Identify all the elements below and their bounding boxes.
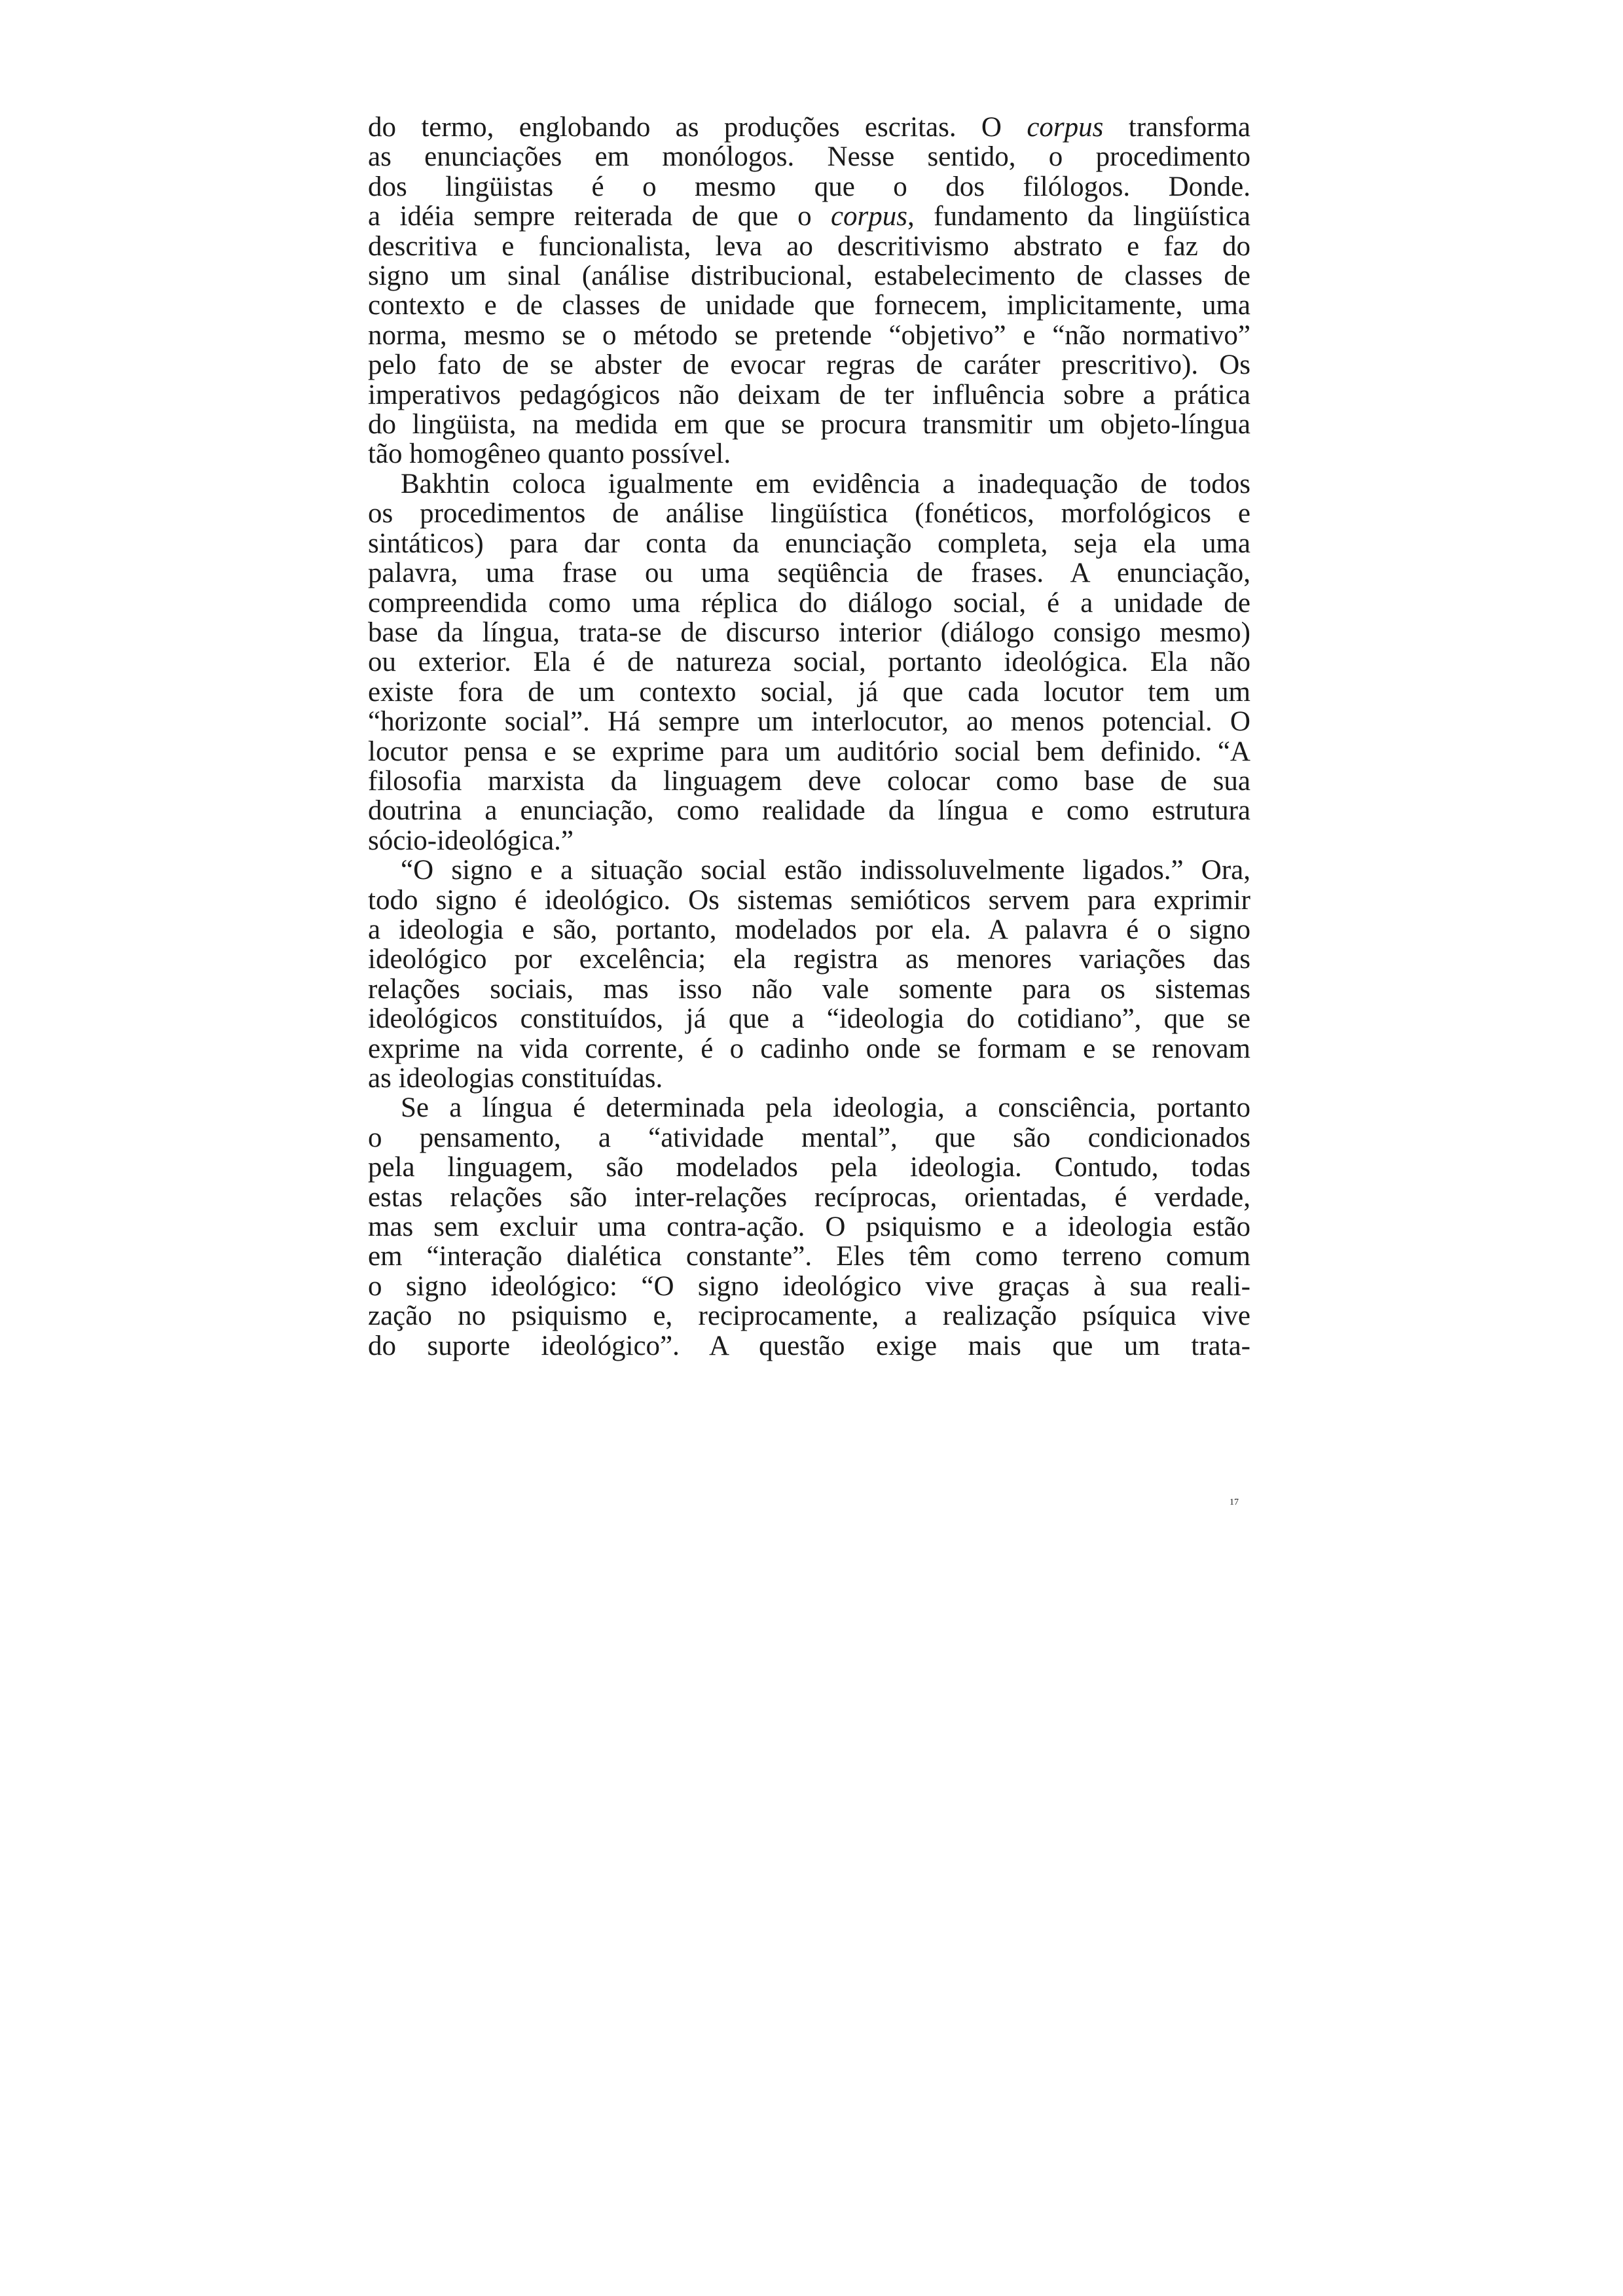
text-line (368, 826, 1250, 855)
text-line (368, 321, 1250, 350)
text-run: Se a língua é determinada pela ideologia, a consciência, portanto (401, 1092, 1250, 1124)
text-line (368, 529, 1250, 558)
text-line (368, 350, 1250, 380)
text-line (368, 855, 1250, 885)
text-line (368, 944, 1250, 974)
text-line (368, 677, 1250, 707)
text-run: em “interação dialética constante”. Eles têm como terreno comum (368, 1241, 1250, 1272)
text-line (368, 261, 1250, 291)
text-line (368, 1064, 1250, 1093)
text-line (368, 232, 1250, 261)
italic-term: corpus (1027, 112, 1104, 143)
text-line (368, 202, 1250, 231)
text-run: zação no psiquismo e, reciprocamente, a realização psíquica vive (368, 1300, 1250, 1332)
text-run: do lingüista, na medida em que se procura transmitir um objeto-língua (368, 409, 1250, 440)
text-run: o pensamento, a “atividade mental”, que são condicionados (368, 1122, 1250, 1153)
text-run: signo um sinal (análise distribucional, estabelecimento de classes de (368, 260, 1250, 292)
paragraph (368, 1093, 1250, 1361)
text-run: pelo fato de se abster de evocar regras de caráter prescritivo). Os (368, 350, 1250, 381)
text-run: contexto e de classes de unidade que fornecem, implicitamente, uma (368, 290, 1250, 321)
text-run: o signo ideológico: “O signo ideológico vive graças à sua reali- (368, 1270, 1250, 1302)
text-line (368, 766, 1250, 796)
text-run: existe fora de um contexto social, já que cada locutor tem um (368, 676, 1250, 708)
text-run: base da língua, trata-se de discurso interior (diálogo consigo mesmo) (368, 617, 1250, 648)
text-line (368, 975, 1250, 1004)
text-line (368, 291, 1250, 320)
text-run: as enunciações em monólogos. Nesse sentido, o procedimento (368, 141, 1250, 173)
text-run: todo signo é ideológico. Os sistemas semióticos servem para exprimir (368, 884, 1250, 916)
text-line (368, 410, 1250, 439)
text-run: “O signo e a situação social estão indissoluvelmente ligados.” Ora, (401, 855, 1250, 886)
text-run: tão homogêneo quanto possível. (368, 439, 731, 470)
text-run: mas sem excluir uma contra-ação. O psiquismo e a ideologia estão (368, 1211, 1250, 1243)
text-line (368, 1301, 1250, 1331)
page-number: 17 (1230, 1498, 1239, 1507)
text-run: , fundamento da lingüística (907, 201, 1251, 232)
text-line (368, 588, 1250, 618)
text-run: palavra, uma frase ou uma seqüência de frases. A enunciação, (368, 558, 1250, 589)
text-line (368, 469, 1250, 499)
text-line (368, 380, 1250, 410)
text-run: exprime na vida corrente, é o cadinho onde se formam e se renovam (368, 1033, 1250, 1064)
text-run: “horizonte social”. Há sempre um interlocutor, ao menos potencial. O (368, 706, 1250, 738)
text-line (368, 915, 1250, 944)
text-run: pela linguagem, são modelados pela ideologia. Contudo, todas (368, 1152, 1250, 1183)
text-line (368, 737, 1250, 766)
text-run: do termo, englobando as produções escritas. O (368, 112, 1027, 143)
text-line (368, 1212, 1250, 1242)
text-line (368, 113, 1250, 142)
text-run: sócio-ideológica.” (368, 825, 574, 856)
text-line (368, 558, 1250, 588)
paragraph (368, 855, 1250, 1093)
text-line (368, 1331, 1250, 1361)
text-line (368, 499, 1250, 528)
text-run: ideológico por excelência; ela registra as menores variações das (368, 944, 1250, 975)
text-run: compreendida como uma réplica do diálogo social, é a unidade de (368, 587, 1250, 619)
text-line (368, 172, 1250, 202)
text-line (368, 1183, 1250, 1212)
text-run: sintáticos) para dar conta da enunciação completa, seja ela uma (368, 528, 1250, 559)
text-run: filosofia marxista da linguagem deve colocar como base de sua (368, 765, 1250, 797)
text-run: doutrina a enunciação, como realidade da língua e como estrutura (368, 795, 1250, 827)
text-line (368, 142, 1250, 171)
text-line (368, 1093, 1250, 1122)
text-line (368, 1004, 1250, 1033)
text-line (368, 1242, 1250, 1271)
text-run: norma, mesmo se o método se pretende “objetivo” e “não normativo” (368, 319, 1250, 351)
text-run: ideológicos constituídos, já que a “ideologia do cotidiano”, que se (368, 1003, 1250, 1035)
text-line (368, 439, 1250, 469)
text-run: relações sociais, mas isso não vale somente para os sistemas (368, 973, 1250, 1005)
text-line (368, 1272, 1250, 1301)
text-run: imperativos pedagógicos não deixam de ter influência sobre a prática (368, 379, 1250, 410)
text-run: do suporte ideológico”. A questão exige mais que um trata- (368, 1330, 1250, 1361)
text-line (368, 796, 1250, 825)
text-line (368, 1153, 1250, 1182)
text-run: a idéia sempre reiterada de que o (368, 201, 831, 232)
text-line (368, 1034, 1250, 1064)
text-line (368, 618, 1250, 647)
text-run: os procedimentos de análise lingüística (fonéticos, morfológicos e (368, 498, 1250, 529)
text-line (368, 647, 1250, 677)
paragraph (368, 469, 1250, 855)
text-line (368, 707, 1250, 736)
text-run: transforma (1103, 112, 1251, 143)
text-run: as ideologias constituídas. (368, 1063, 663, 1094)
text-run: descritiva e funcionalista, leva ao descritivismo abstrato e faz do (368, 230, 1250, 262)
text-run: locutor pensa e se exprime para um auditório social bem definido. “A (368, 736, 1250, 767)
paragraph (368, 113, 1250, 469)
text-run: estas relações são inter-relações recíprocas, orientadas, é verdade, (368, 1181, 1250, 1213)
body-text (368, 113, 1250, 1361)
text-line (368, 1123, 1250, 1153)
text-run: ou exterior. Ela é de natureza social, portanto ideológica. Ela não (368, 647, 1250, 678)
text-line (368, 886, 1250, 915)
text-run: dos lingüistas é o mesmo que o dos filólogos. Donde. (368, 171, 1250, 202)
text-run: a ideologia e são, portanto, modelados por ela. A palavra é o signo (368, 914, 1250, 945)
text-run: Bakhtin coloca igualmente em evidência a inadequação de todos (401, 468, 1250, 499)
italic-term: corpus (830, 201, 908, 232)
